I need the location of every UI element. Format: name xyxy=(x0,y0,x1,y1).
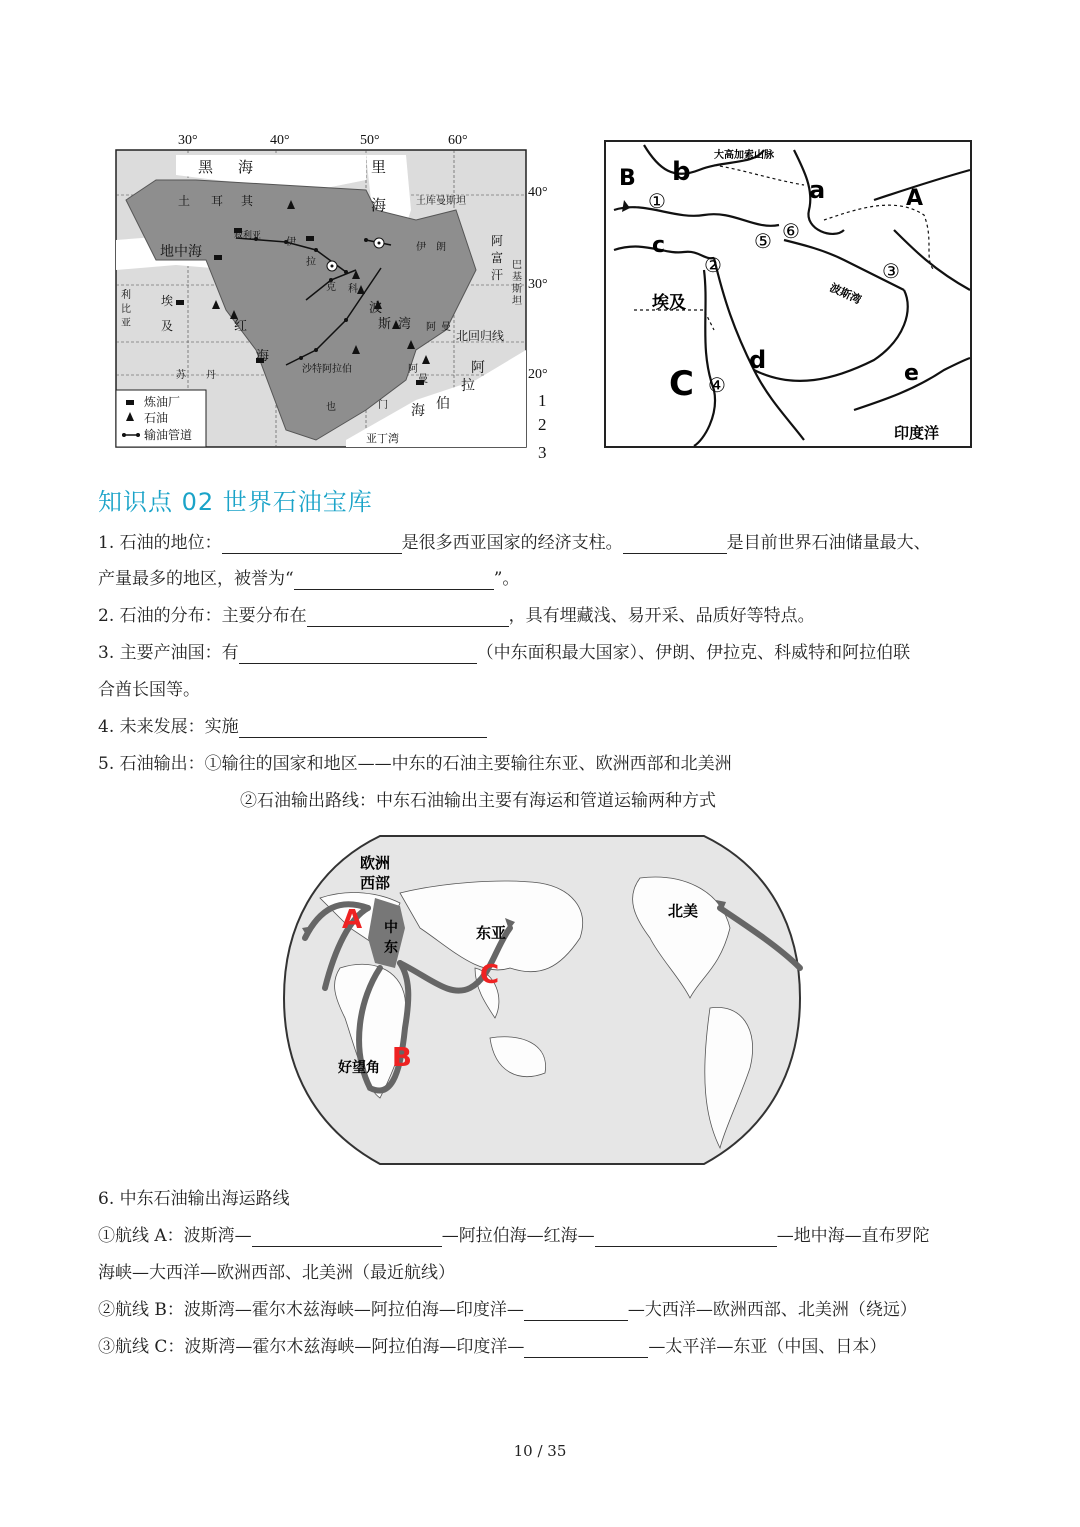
middle-east-outline-map xyxy=(604,140,972,450)
legend-pipeline: 输油管道 xyxy=(144,428,193,442)
label-cape-of-good-hope: 好望角 xyxy=(338,1060,380,1076)
text: 产量最多的地区，被誉为“ xyxy=(98,569,294,589)
map-place-label: 也 xyxy=(326,402,336,413)
label-A-upper: A xyxy=(906,186,924,211)
map-place-label: 耳 xyxy=(211,194,224,208)
map-place-label: 富 xyxy=(491,251,504,265)
text: ，具有埋藏浅、易开采、品质好等特点。 xyxy=(508,606,815,626)
map-place-label: 土 xyxy=(178,194,191,208)
map-place-label: 伊 xyxy=(286,237,296,248)
map-place-label: 海 xyxy=(256,349,270,364)
legend-oil: 石油 xyxy=(144,411,169,425)
route-label-C: C xyxy=(480,960,500,990)
legend-refinery: 炼油厂 xyxy=(144,395,181,409)
circled-number: ④ xyxy=(708,373,726,397)
side-number: 3 xyxy=(538,443,547,462)
item-3-line2 xyxy=(98,679,200,701)
text: 4. 未来发展：实施 xyxy=(98,717,239,737)
map-place-label: 巴 xyxy=(512,260,522,271)
circled-number: ⑤ xyxy=(754,229,772,253)
label-a-lower: a xyxy=(809,176,826,204)
label-indian-ocean: 印度洋 xyxy=(894,424,940,442)
answer-blank[interactable] xyxy=(239,645,477,664)
page-number: 10 / 35 xyxy=(513,1442,567,1460)
map-place-label: 门 xyxy=(378,400,388,411)
route-b xyxy=(98,1299,917,1321)
answer-blank[interactable] xyxy=(252,1228,442,1247)
map-place-label: 亚 xyxy=(121,318,131,329)
answer-blank[interactable] xyxy=(294,571,494,590)
map-place-label: 黑 xyxy=(198,158,214,176)
map-place-label: 曼 xyxy=(441,322,451,333)
text: —太平洋—东亚（中国、日本） xyxy=(648,1337,887,1357)
map-place-label: 海 xyxy=(238,158,254,176)
world-oil-route-map xyxy=(280,828,804,1172)
item-1-line1 xyxy=(98,532,931,554)
side-number: 1 xyxy=(538,391,547,410)
lon-label: 30° xyxy=(178,133,198,148)
label-middle-east-2: 东 xyxy=(384,940,398,956)
map-place-label: 汗 xyxy=(491,268,504,282)
map-place-label: 比 xyxy=(121,304,131,315)
answer-blank[interactable] xyxy=(307,608,509,627)
label-caucasus: 大高加索山脉 xyxy=(714,150,774,161)
map-place-label: 伯 xyxy=(436,396,450,412)
map-place-label: 阿 xyxy=(491,234,504,248)
item-5-line2 xyxy=(240,790,716,812)
text: 是目前世界石油储量最大、 xyxy=(726,533,931,553)
circled-number: ③ xyxy=(882,259,900,283)
map-place-label: 拉 xyxy=(306,257,316,268)
label-egypt: 埃及 xyxy=(652,293,686,313)
map-place-label: 丹 xyxy=(206,370,216,381)
map-place-label: 北回归线 xyxy=(456,329,505,343)
label-persian-gulf: 波斯湾 xyxy=(827,280,864,307)
map-place-label: 基 xyxy=(512,272,522,283)
map-place-label: 埃 xyxy=(161,294,174,308)
map-place-label: 波 xyxy=(369,301,383,316)
text: 1. 石油的地位： xyxy=(98,533,222,553)
item-4 xyxy=(98,716,487,738)
map-place-label: 朗 xyxy=(436,242,446,253)
text: 合酋长国等。 xyxy=(98,680,200,700)
label-C-upper: C xyxy=(669,364,694,404)
label-c-lower: c xyxy=(652,233,666,258)
answer-blank[interactable] xyxy=(222,535,402,554)
map-place-label: 其 xyxy=(241,194,254,208)
label-east-asia: 东亚 xyxy=(476,924,507,942)
map-place-label: 里 xyxy=(371,158,387,176)
map-place-label: 斯 xyxy=(512,284,522,295)
label-B-upper: B xyxy=(619,166,636,191)
circled-number: ① xyxy=(648,189,666,213)
text: 海峡—大西洋—欧洲西部、北美洲（最近航线） xyxy=(98,1263,455,1283)
text: ②航线 B：波斯湾—霍尔木兹海峡—阿拉伯海—印度洋— xyxy=(98,1300,524,1320)
answer-blank[interactable] xyxy=(524,1302,628,1321)
lat-label: 40° xyxy=(528,185,548,200)
map-place-label: 湾 xyxy=(398,317,412,332)
answer-blank[interactable] xyxy=(595,1228,777,1247)
route-a-line1 xyxy=(98,1225,930,1247)
label-d-lower: d xyxy=(749,346,767,374)
route-label-A: A xyxy=(342,905,363,935)
item-6-heading xyxy=(98,1188,290,1210)
lon-label: 40° xyxy=(270,133,290,148)
circled-number: ⑥ xyxy=(782,219,800,243)
map-place-label: 亚丁湾 xyxy=(366,432,399,445)
middle-east-oil-map xyxy=(108,128,558,463)
text: —地中海—直布罗陀 xyxy=(776,1226,930,1246)
text: （中东面积最大国家）、伊朗、伊拉克、科威特和阿拉伯联 xyxy=(476,643,911,663)
map-place-label: 拉 xyxy=(461,378,475,394)
map-place-label: 利 xyxy=(121,290,131,301)
map-place-label: 苏 xyxy=(176,370,186,381)
label-e-lower: e xyxy=(904,361,919,386)
map-place-label: 阿 xyxy=(408,364,418,375)
lat-label: 20° xyxy=(528,367,548,382)
text: 是很多西亚国家的经济支柱。 xyxy=(401,533,623,553)
route-c xyxy=(98,1336,886,1358)
text: ①航线 A：波斯湾— xyxy=(98,1226,252,1246)
text: 6. 中东石油输出海运路线 xyxy=(98,1189,290,1209)
map-place-label: 海 xyxy=(371,196,387,214)
item-5-line1 xyxy=(98,753,732,775)
label-middle-east-1: 中 xyxy=(384,920,398,936)
circled-number: ② xyxy=(704,253,722,277)
map-place-label: 土库曼斯坦 xyxy=(416,196,466,207)
map-place-label: 阿 xyxy=(426,322,436,333)
map-place-label: 沙特阿拉伯 xyxy=(302,364,352,375)
text: —大西洋—欧洲西部、北美洲（绕远） xyxy=(627,1300,917,1320)
map-place-label: 阿 xyxy=(471,360,485,376)
text: 3. 主要产油国：有 xyxy=(98,643,239,663)
text: ③航线 C：波斯湾—霍尔木兹海峡—阿拉伯海—印度洋— xyxy=(98,1337,525,1357)
map-place-label: 地中海 xyxy=(160,244,202,260)
lat-label: 30° xyxy=(528,277,548,292)
label-b-lower: b xyxy=(672,157,691,187)
section-title: 知识点 02 世界石油宝库 xyxy=(98,488,373,516)
label-north-america: 北美 xyxy=(668,902,699,920)
map-place-label: 及 xyxy=(161,319,174,333)
lon-label: 50° xyxy=(360,133,380,148)
label-europe-1: 欧洲 xyxy=(360,854,391,872)
answer-blank[interactable] xyxy=(623,535,727,554)
route-label-B: B xyxy=(392,1043,412,1073)
map-place-label: 伊 xyxy=(416,242,426,253)
text: ②石油输出路线：中东石油输出主要有海运和管道运输两种方式 xyxy=(240,791,716,811)
map-place-label: 斯 xyxy=(378,317,392,332)
text: ”。 xyxy=(493,569,520,589)
answer-blank[interactable] xyxy=(524,1339,648,1358)
text: —阿拉伯海—红海— xyxy=(441,1226,595,1246)
map-place-label: 坦 xyxy=(512,296,522,307)
side-number: 2 xyxy=(538,415,547,434)
map-place-label: 叙利亚 xyxy=(234,231,262,241)
map-place-label: 红 xyxy=(234,319,248,334)
answer-blank[interactable] xyxy=(239,719,487,738)
item-1-line2 xyxy=(98,568,519,590)
item-2 xyxy=(98,605,815,627)
item-3-line1 xyxy=(98,642,910,664)
text: 2. 石油的分布：主要分布在 xyxy=(98,606,307,626)
lon-label: 60° xyxy=(448,133,468,148)
label-europe-2: 西部 xyxy=(360,874,391,892)
map-place-label: 海 xyxy=(411,403,425,419)
map-place-label: 曼 xyxy=(418,374,428,385)
map-place-label: 科 xyxy=(348,284,358,295)
route-a-line2 xyxy=(98,1262,455,1284)
text: 5. 石油输出：①输往的国家和地区——中东的石油主要输往东亚、欧洲西部和北美洲 xyxy=(98,754,732,774)
map-place-label: 克 xyxy=(326,282,336,293)
